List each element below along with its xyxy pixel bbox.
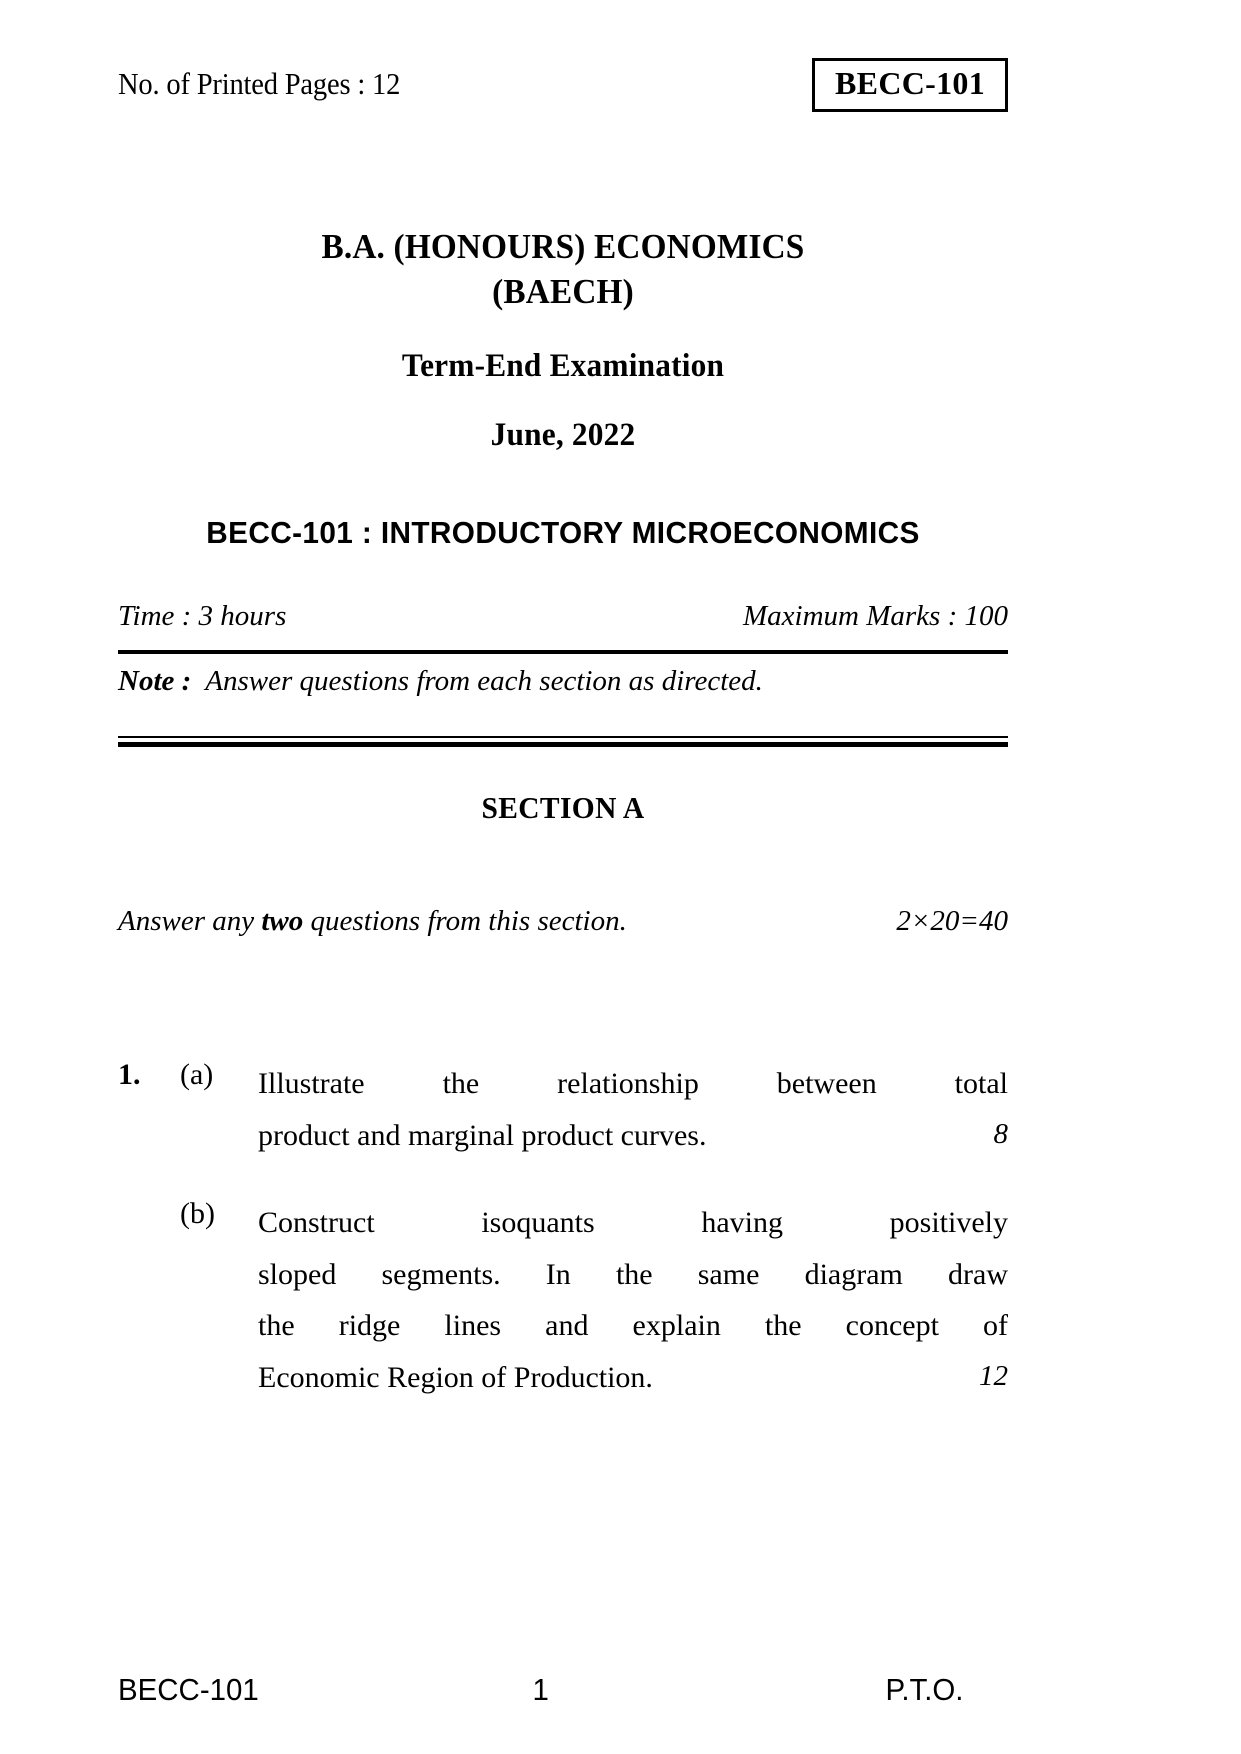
programme-title-line-1: B.A. (HONOURS) ECONOMICS bbox=[321, 227, 805, 266]
footer-turn-over: P.T.O. bbox=[885, 1672, 964, 1707]
question-text-line: Construct isoquants having positively bbox=[258, 1206, 1008, 1240]
question-text-line: product and marginal product curves. bbox=[258, 1118, 707, 1152]
question-number: 1. bbox=[118, 1058, 141, 1091]
question-text-line: sloped segments. In the same diagram draw bbox=[258, 1257, 1008, 1291]
question-body bbox=[258, 1197, 1008, 1403]
question-last-line bbox=[258, 1110, 1008, 1162]
paper-code-box: BECC-101 bbox=[812, 58, 1008, 112]
question-part-label: (b) bbox=[180, 1197, 215, 1231]
question-item bbox=[118, 1058, 1008, 1161]
programme-title bbox=[140, 225, 986, 315]
question-text-line: the ridge lines and explain the concept of bbox=[258, 1309, 1008, 1343]
question-marks: 8 bbox=[993, 1117, 1008, 1150]
exam-date: June, 2022 bbox=[490, 416, 636, 453]
instruction-pre: Answer any bbox=[118, 905, 262, 937]
section-instruction-text bbox=[118, 905, 627, 938]
title-block bbox=[118, 225, 1008, 454]
exam-type: Term-End Examination bbox=[401, 347, 725, 384]
instruction-emphasis: two bbox=[261, 905, 304, 937]
note-row bbox=[118, 665, 1008, 698]
instruction-post: questions from this section. bbox=[303, 905, 627, 937]
question-marks: 12 bbox=[979, 1359, 1008, 1392]
question-text-line: Illustrate the relationship between total bbox=[258, 1067, 1008, 1100]
note-label: Note : bbox=[118, 665, 192, 697]
section-instruction-marks: 2×20=40 bbox=[896, 905, 1008, 937]
footer-paper-code: BECC-101 bbox=[118, 1672, 259, 1707]
question-last-line bbox=[258, 1352, 1008, 1404]
divider-rule-thick bbox=[118, 742, 1008, 747]
programme-title-line-2: (BAECH) bbox=[492, 271, 634, 311]
maximum-marks: Maximum Marks : 100 bbox=[743, 600, 1008, 632]
exam-meta-row bbox=[118, 600, 1008, 633]
divider-rule-double bbox=[118, 736, 1008, 747]
note-text: Answer questions from each section as directed. bbox=[205, 665, 763, 697]
time-allowed: Time : 3 hours bbox=[118, 600, 287, 632]
question-part-label: (a) bbox=[180, 1058, 214, 1091]
printed-pages-label: No. of Printed Pages : 12 bbox=[118, 66, 401, 101]
footer-page-number: 1 bbox=[532, 1672, 549, 1707]
section-heading: SECTION A bbox=[481, 790, 645, 825]
course-title: BECC-101 : INTRODUCTORY MICROECONOMICS bbox=[206, 515, 920, 550]
question-item bbox=[118, 1197, 1008, 1403]
question-list bbox=[118, 1058, 1008, 1404]
section-instruction-row bbox=[118, 905, 1008, 938]
question-body bbox=[258, 1058, 1008, 1161]
divider-rule-top bbox=[118, 650, 1008, 654]
page-header bbox=[118, 58, 1008, 120]
question-text-line: Economic Region of Production. bbox=[258, 1360, 653, 1394]
